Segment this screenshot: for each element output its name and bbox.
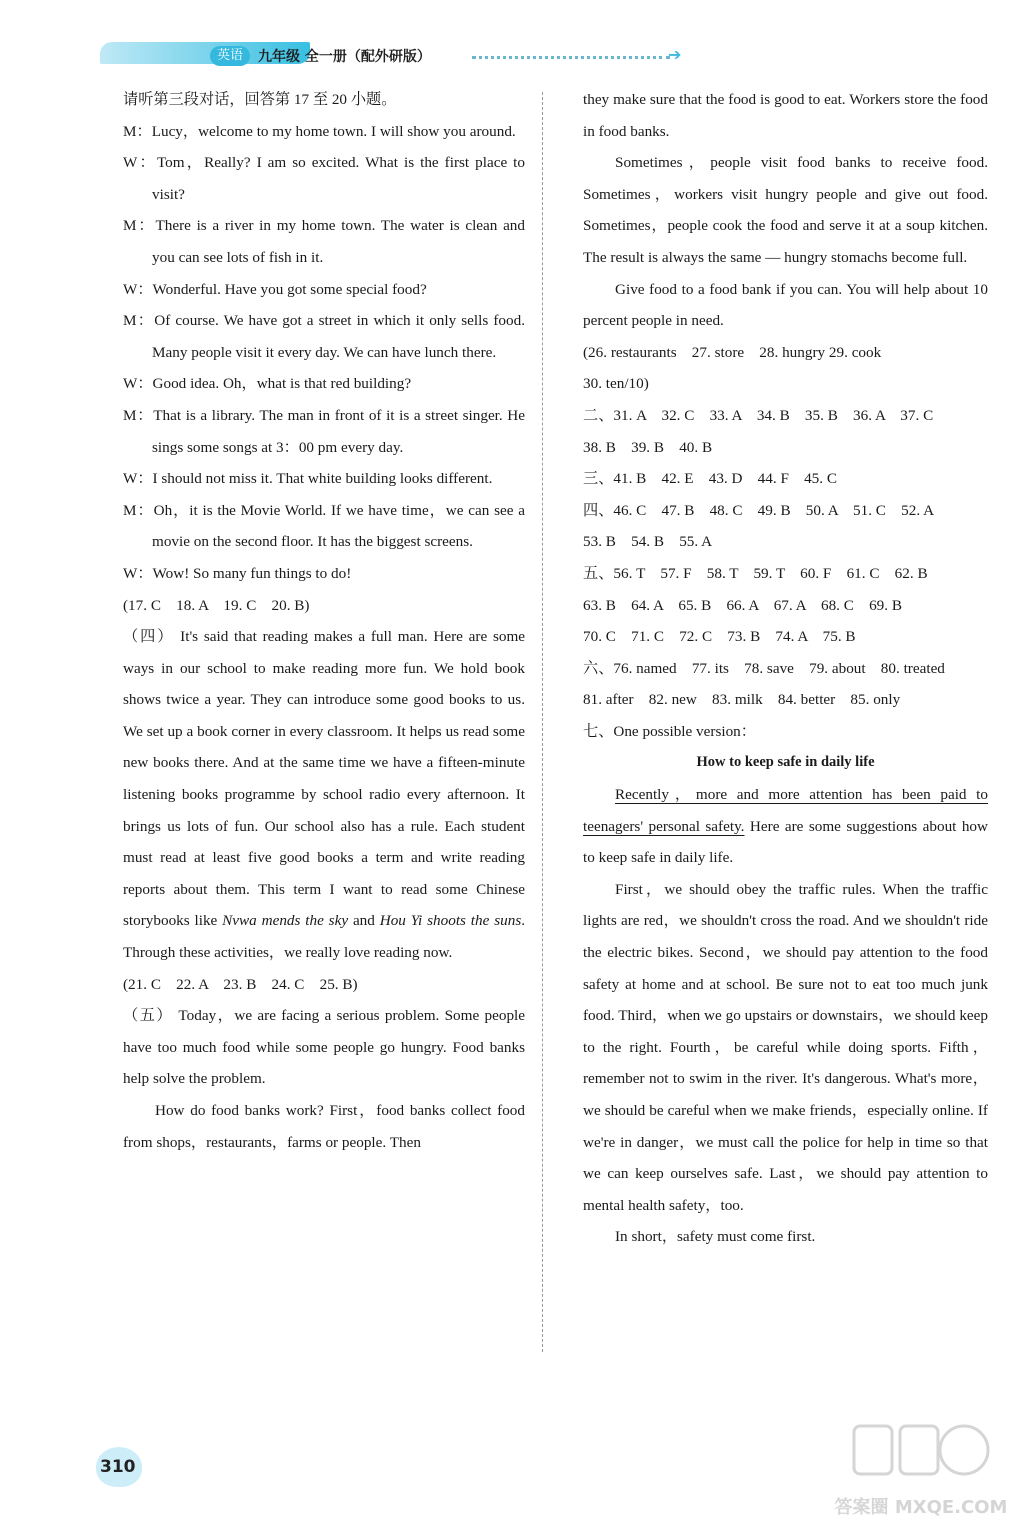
answer-section-2: 二、31. A 32. C 33. A 34. B 35. B 36. A 37. C (583, 406, 934, 424)
essay-paragraph-3: In short，safety must come first. (615, 1228, 816, 1246)
dialogue-line: M：Lucy，welcome to my home town. I will show you around. (123, 122, 516, 140)
dialogue-intro: 请听第三段对话，回答第 17 至 20 小题。 (123, 91, 397, 108)
watermark-text: 答案圈 MXQE.COM (834, 1497, 1008, 1518)
page-header (100, 38, 700, 72)
passage-five-p4: Give food to a food bank if you can. You will help about 10 percent people in need. (583, 280, 988, 330)
page-number: 310 (100, 1457, 136, 1477)
passage-four-and: and (352, 912, 375, 930)
answer-section-3: 三、41. B 42. E 43. D 44. F 45. C (583, 470, 837, 488)
essay-underlined-sentence: Recently，more and more attention has been paid to teenagers' personal safety. (583, 786, 988, 835)
answer-section-4-cont: 53. B 54. B 55. A (583, 533, 713, 551)
subject-badge: 英语 (210, 46, 250, 66)
column-divider (542, 92, 543, 1352)
answer-key-26-30-cont: 30. ten/10) (583, 375, 649, 393)
dialogue-line: W：Wow! So many fun things to do! (123, 564, 352, 582)
essay-paragraph-2: First，we should obey the traffic rules. When the traffic lights are red，we shouldn't cross the road. And we shouldn't ride the electric bikes. Second，we should pay attention to the food safety at home and at school. Be sure not to eat too much junk food. Third，when we go upstairs or downstairs，we should keep to the right. Fourth，be careful while doing sports. Fifth，remember not to swim in the river. It's dangerous. What's more，we should be careful when we make friends，especially online. If we're in danger，we must call the police for help in time so that we can keep ourselves safe. Last，we should pay attention to mental health safety，too. (583, 880, 988, 1214)
passage-five-p3: Sometimes，people visit food banks to receive food. Sometimes，workers visit hungry people and give out food. Sometimes，people cook the food and serve it at a soup kitchen. The result is always the same — hungry stomachs become full. (583, 154, 988, 266)
arrow-right-icon: ➔ (668, 47, 682, 64)
answer-key-21-25: (21. C 22. A 23. B 24. C 25. B) (123, 975, 358, 993)
left-column (123, 84, 525, 1158)
passage-five-p2: How do food banks work? First，food banks collect food from shops，restaurants，farms or people. Then (123, 1102, 525, 1151)
book-title-houyi: Hou Yi shoots the suns (379, 912, 522, 930)
passage-four (123, 621, 525, 969)
book-title-nvwa: Nvwa mends the sky (222, 912, 349, 930)
book-title: 九年级 全一册（配外研版） (258, 49, 431, 65)
passage-four-text-b: . Through these activities，we really love reading now. (123, 912, 526, 962)
passage-five-p1 (123, 1000, 525, 1095)
dialogue-line: W：I should not miss it. That white building looks different. (123, 470, 493, 488)
dialogue-line: M：Of course. We have got a street in which it only sells food. Many people visit it every day. We can have lunch there. (123, 312, 525, 361)
answer-section-4: 四、46. C 47. B 48. C 49. B 50. A 51. C 52. A (583, 501, 935, 519)
dialogue-line: M：Oh，it is the Movie World. If we have time，we can see a movie on the second floor. It has the biggest screens. (123, 501, 525, 551)
answer-section-5-cont: 70. C 71. C 72. C 73. B 74. A 75. B (583, 628, 856, 646)
passage-five-p1-text: Today，we are facing a serious problem. Some people have too much food while some people go hungry. Food banks help solve the problem. (123, 1007, 526, 1088)
answer-section-2-cont: 38. B 39. B 40. B (583, 438, 713, 456)
essay-title: How to keep safe in daily life (696, 754, 875, 771)
dialogue-line: W：Good idea. Oh，what is that red building? (123, 375, 412, 393)
answer-section-7-intro: 七、One possible version： (583, 722, 756, 740)
essay-paragraph-1 (583, 779, 988, 874)
right-column (583, 84, 988, 1253)
answer-key-26-30: (26. restaurants 27. store 28. hungry 29. cook (583, 343, 882, 361)
answer-section-6: 六、76. named 77. its 78. save 79. about 80. treated (583, 659, 945, 677)
answer-section-5-cont: 63. B 64. A 65. B 66. A 67. A 68. C 69. B (583, 596, 902, 614)
dialogue-line: W：Wonderful. Have you got some special food? (123, 280, 427, 298)
section-label: （四） (123, 628, 175, 646)
dialogue-line: M：That is a library. The man in front of it is a street singer. He sings some songs at 3：00 pm every day. (123, 406, 525, 456)
header-dotted-line (472, 56, 670, 59)
watermark-logo (834, 1418, 1008, 1528)
section-label: （五） (123, 1007, 174, 1025)
answer-key-17-20: (17. C 18. A 19. C 20. B) (123, 596, 310, 614)
passage-five-p2-continued: they make sure that the food is good to eat. Workers store the food in food banks. (583, 91, 988, 140)
answer-section-5: 五、56. T 57. F 58. T 59. T 60. F 61. C 62. B (583, 564, 928, 582)
answer-section-6-cont: 81. after 82. new 83. milk 84. better 85. only (583, 691, 901, 709)
dialogue-line: M：There is a river in my home town. The water is clean and you can see lots of fish in it. (123, 217, 525, 266)
dialogue-line: W：Tom，Really? I am so excited. What is the first place to visit? (123, 154, 525, 203)
essay-p1-rest: Here are some suggestions about how to keep safe in daily life. (583, 817, 988, 867)
passage-four-text-a: It's said that reading makes a full man. Here are some ways in our school to make reading more fun. We hold book shows twice a year. They can introduce some good books to us. We set up a book corner in every classroom. It helps us read some new books there. And at the same time we have a fifteen-minute listening books programme by school radio every afternoon. It brings us lots of fun. Our school also has a rule. Each student must read at least five good books a term and write reading reports about them. This term I want to read some Chinese storybooks like (123, 628, 526, 930)
